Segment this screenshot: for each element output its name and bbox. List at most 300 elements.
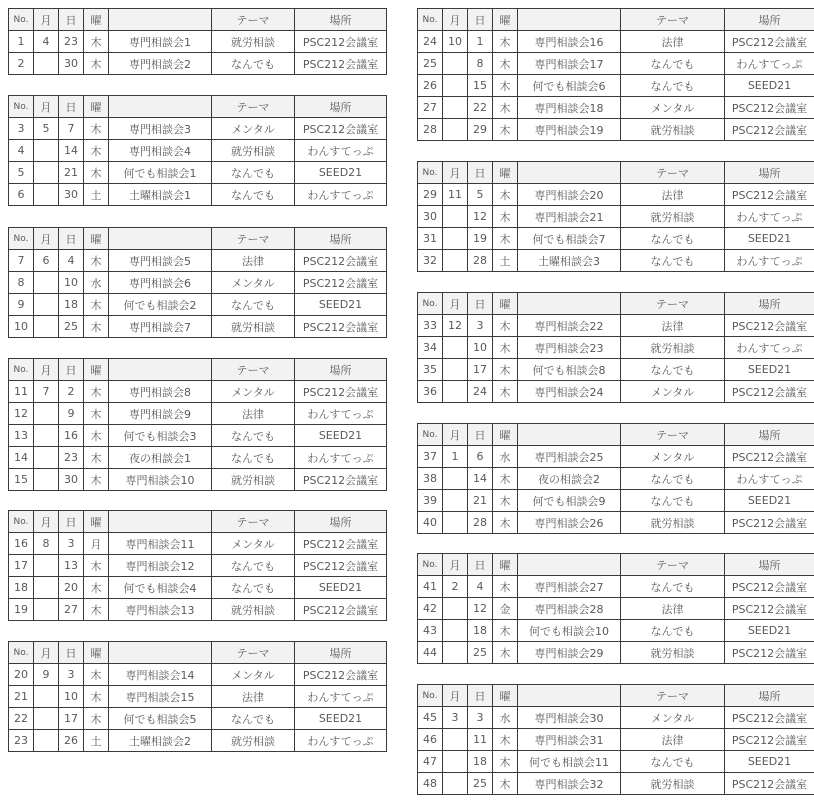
header-place: 場所 — [295, 96, 387, 118]
cell-event-name: 専門相談会2 — [109, 53, 212, 75]
header-day: 日 — [59, 511, 84, 533]
cell-place: PSC212会議室 — [295, 31, 387, 53]
header-day: 日 — [59, 96, 84, 118]
cell-place: PSC212会議室 — [725, 642, 814, 664]
cell-day: 3 — [468, 315, 493, 337]
cell-place: SEED21 — [295, 577, 387, 599]
schedule-table — [8, 358, 387, 491]
header-month: 月 — [443, 424, 468, 446]
cell-place: PSC212会議室 — [725, 31, 814, 53]
cell-place: わんすてっぷ — [295, 403, 387, 425]
cell-day: 4 — [468, 576, 493, 598]
cell-no: 24 — [418, 31, 443, 53]
table-row — [418, 512, 814, 534]
cell-place: わんすてっぷ — [725, 206, 814, 228]
table-row — [418, 250, 814, 272]
header-no: No. — [9, 228, 34, 250]
header-place: 場所 — [295, 359, 387, 381]
cell-month: 2 — [443, 576, 468, 598]
cell-day: 10 — [59, 272, 84, 294]
cell-theme: メンタル — [212, 381, 295, 403]
cell-day: 8 — [468, 53, 493, 75]
cell-day: 25 — [468, 773, 493, 795]
cell-no: 6 — [9, 184, 34, 206]
cell-event-name: 専門相談会15 — [109, 686, 212, 708]
cell-theme: 就労相談 — [621, 206, 725, 228]
cell-weekday: 木 — [493, 751, 518, 773]
cell-weekday: 木 — [493, 337, 518, 359]
cell-theme: 就労相談 — [621, 337, 725, 359]
cell-day: 28 — [468, 250, 493, 272]
header-name — [109, 359, 212, 381]
header-no: No. — [9, 511, 34, 533]
cell-theme: 就労相談 — [212, 140, 295, 162]
cell-day: 17 — [468, 359, 493, 381]
cell-no: 7 — [9, 250, 34, 272]
table-row — [9, 316, 387, 338]
cell-month — [443, 119, 468, 141]
cell-no: 3 — [9, 118, 34, 140]
header-weekday: 曜 — [493, 293, 518, 315]
header-theme: テーマ — [212, 9, 295, 31]
header-row — [9, 359, 387, 381]
cell-event-name: 専門相談会14 — [109, 664, 212, 686]
header-name — [518, 685, 621, 707]
cell-no: 16 — [9, 533, 34, 555]
header-weekday: 曜 — [84, 96, 109, 118]
table-row — [418, 707, 814, 729]
cell-place: PSC212会議室 — [725, 184, 814, 206]
cell-place: PSC212会議室 — [295, 469, 387, 491]
cell-no: 42 — [418, 598, 443, 620]
cell-no: 43 — [418, 620, 443, 642]
header-row — [9, 96, 387, 118]
cell-weekday: 木 — [84, 118, 109, 140]
cell-day: 24 — [468, 381, 493, 403]
table-row — [9, 730, 387, 752]
cell-no: 15 — [9, 469, 34, 491]
cell-no: 2 — [9, 53, 34, 75]
cell-event-name: 何でも相談会9 — [518, 490, 621, 512]
header-weekday: 曜 — [493, 424, 518, 446]
cell-no: 8 — [9, 272, 34, 294]
cell-day: 25 — [468, 642, 493, 664]
header-place: 場所 — [295, 9, 387, 31]
cell-day: 23 — [59, 447, 84, 469]
table-row — [418, 53, 814, 75]
cell-weekday: 木 — [493, 31, 518, 53]
cell-event-name: 専門相談会4 — [109, 140, 212, 162]
cell-place: SEED21 — [725, 75, 814, 97]
header-weekday: 曜 — [493, 162, 518, 184]
cell-weekday: 水 — [493, 707, 518, 729]
table-row — [418, 206, 814, 228]
cell-event-name: 専門相談会19 — [518, 119, 621, 141]
cell-theme: 法律 — [621, 184, 725, 206]
cell-weekday: 木 — [84, 381, 109, 403]
header-name — [109, 642, 212, 664]
header-day: 日 — [59, 642, 84, 664]
table-row — [9, 599, 387, 621]
cell-theme: なんでも — [621, 359, 725, 381]
cell-theme: メンタル — [621, 97, 725, 119]
cell-event-name: 何でも相談会6 — [518, 75, 621, 97]
cell-event-name: 何でも相談会8 — [518, 359, 621, 381]
table-row — [9, 469, 387, 491]
cell-theme: なんでも — [212, 425, 295, 447]
header-no: No. — [418, 554, 443, 576]
cell-no: 39 — [418, 490, 443, 512]
cell-weekday: 木 — [493, 490, 518, 512]
cell-place: わんすてっぷ — [725, 53, 814, 75]
cell-weekday: 木 — [493, 184, 518, 206]
cell-place: PSC212会議室 — [295, 599, 387, 621]
table-row — [418, 119, 814, 141]
header-day: 日 — [468, 685, 493, 707]
cell-place: PSC212会議室 — [725, 773, 814, 795]
header-month: 月 — [34, 359, 59, 381]
cell-event-name: 専門相談会16 — [518, 31, 621, 53]
cell-month — [443, 53, 468, 75]
cell-theme: なんでも — [212, 162, 295, 184]
cell-month — [34, 730, 59, 752]
table-row — [9, 294, 387, 316]
cell-day: 30 — [59, 184, 84, 206]
cell-place: PSC212会議室 — [295, 664, 387, 686]
cell-day: 14 — [468, 468, 493, 490]
cell-place: PSC212会議室 — [295, 272, 387, 294]
cell-event-name: 何でも相談会3 — [109, 425, 212, 447]
cell-place: わんすてっぷ — [725, 468, 814, 490]
cell-theme: なんでも — [212, 53, 295, 75]
cell-month — [34, 577, 59, 599]
cell-day: 28 — [468, 512, 493, 534]
cell-no: 10 — [9, 316, 34, 338]
cell-event-name: 土曜相談会3 — [518, 250, 621, 272]
table-row — [9, 577, 387, 599]
cell-theme: なんでも — [212, 577, 295, 599]
cell-theme: 就労相談 — [621, 119, 725, 141]
cell-day: 2 — [59, 381, 84, 403]
cell-event-name: 専門相談会28 — [518, 598, 621, 620]
cell-day: 26 — [59, 730, 84, 752]
cell-month — [443, 773, 468, 795]
cell-place: SEED21 — [295, 162, 387, 184]
cell-theme: なんでも — [621, 468, 725, 490]
cell-month — [443, 359, 468, 381]
cell-no: 1 — [9, 31, 34, 53]
cell-weekday: 木 — [84, 686, 109, 708]
cell-day: 14 — [59, 140, 84, 162]
cell-month — [443, 642, 468, 664]
cell-no: 30 — [418, 206, 443, 228]
header-name — [109, 96, 212, 118]
cell-place: わんすてっぷ — [295, 184, 387, 206]
table-row — [418, 468, 814, 490]
header-month: 月 — [443, 554, 468, 576]
cell-event-name: 専門相談会29 — [518, 642, 621, 664]
table-row — [418, 576, 814, 598]
header-name — [518, 554, 621, 576]
cell-day: 10 — [468, 337, 493, 359]
cell-theme: メンタル — [212, 533, 295, 555]
cell-weekday: 木 — [493, 381, 518, 403]
cell-theme: 就労相談 — [212, 31, 295, 53]
cell-event-name: 専門相談会21 — [518, 206, 621, 228]
cell-weekday: 木 — [493, 228, 518, 250]
cell-weekday: 木 — [493, 642, 518, 664]
header-name — [109, 228, 212, 250]
header-name — [109, 9, 212, 31]
cell-month — [34, 403, 59, 425]
cell-theme: なんでも — [621, 250, 725, 272]
cell-place: PSC212会議室 — [725, 119, 814, 141]
table-row — [418, 490, 814, 512]
cell-event-name: 専門相談会12 — [109, 555, 212, 577]
cell-place: PSC212会議室 — [725, 598, 814, 620]
cell-day: 30 — [59, 469, 84, 491]
table-row — [9, 533, 387, 555]
cell-theme: 就労相談 — [212, 469, 295, 491]
cell-place: PSC212会議室 — [725, 446, 814, 468]
cell-month — [443, 381, 468, 403]
cell-month: 8 — [34, 533, 59, 555]
table-row — [9, 250, 387, 272]
cell-month: 12 — [443, 315, 468, 337]
table-row — [418, 184, 814, 206]
header-no: No. — [9, 9, 34, 31]
header-name — [109, 511, 212, 533]
cell-no: 36 — [418, 381, 443, 403]
cell-no: 47 — [418, 751, 443, 773]
cell-weekday: 木 — [84, 403, 109, 425]
cell-place: SEED21 — [295, 294, 387, 316]
cell-weekday: 木 — [493, 773, 518, 795]
cell-event-name: 専門相談会23 — [518, 337, 621, 359]
cell-theme: なんでも — [212, 708, 295, 730]
cell-no: 11 — [9, 381, 34, 403]
cell-event-name: 何でも相談会11 — [518, 751, 621, 773]
cell-weekday: 木 — [84, 294, 109, 316]
cell-no: 13 — [9, 425, 34, 447]
cell-theme: なんでも — [621, 751, 725, 773]
cell-no: 38 — [418, 468, 443, 490]
table-row — [9, 162, 387, 184]
cell-weekday: 木 — [84, 31, 109, 53]
cell-no: 34 — [418, 337, 443, 359]
cell-day: 3 — [59, 533, 84, 555]
header-row — [418, 424, 814, 446]
table-row — [9, 708, 387, 730]
cell-theme: メンタル — [212, 664, 295, 686]
cell-place: わんすてっぷ — [725, 250, 814, 272]
cell-event-name: 専門相談会11 — [109, 533, 212, 555]
table-row — [418, 642, 814, 664]
header-no: No. — [418, 162, 443, 184]
cell-theme: メンタル — [621, 446, 725, 468]
header-day: 日 — [468, 162, 493, 184]
cell-day: 3 — [468, 707, 493, 729]
cell-month — [443, 337, 468, 359]
cell-weekday: 木 — [493, 206, 518, 228]
header-row — [9, 9, 387, 31]
cell-month — [443, 250, 468, 272]
table-row — [418, 31, 814, 53]
cell-no: 45 — [418, 707, 443, 729]
cell-place: PSC212会議室 — [725, 315, 814, 337]
cell-month: 3 — [443, 707, 468, 729]
cell-event-name: 専門相談会26 — [518, 512, 621, 534]
cell-day: 17 — [59, 708, 84, 730]
cell-month — [443, 598, 468, 620]
header-month: 月 — [34, 228, 59, 250]
header-no: No. — [418, 424, 443, 446]
cell-month — [443, 729, 468, 751]
table-row — [418, 315, 814, 337]
cell-day: 12 — [468, 206, 493, 228]
header-row — [418, 9, 814, 31]
table-row — [418, 729, 814, 751]
cell-no: 9 — [9, 294, 34, 316]
header-place: 場所 — [725, 9, 814, 31]
table-row — [418, 228, 814, 250]
cell-theme: なんでも — [621, 620, 725, 642]
header-weekday: 曜 — [493, 685, 518, 707]
cell-event-name: 専門相談会20 — [518, 184, 621, 206]
cell-theme: 就労相談 — [212, 730, 295, 752]
header-weekday: 曜 — [493, 9, 518, 31]
cell-month — [34, 447, 59, 469]
cell-no: 33 — [418, 315, 443, 337]
header-month: 月 — [443, 685, 468, 707]
cell-day: 11 — [468, 729, 493, 751]
cell-weekday: 木 — [493, 576, 518, 598]
header-theme: テーマ — [621, 554, 725, 576]
header-place: 場所 — [295, 642, 387, 664]
header-theme: テーマ — [621, 424, 725, 446]
cell-theme: 就労相談 — [621, 512, 725, 534]
schedule-table — [417, 8, 814, 141]
cell-event-name: 専門相談会1 — [109, 31, 212, 53]
cell-event-name: 専門相談会13 — [109, 599, 212, 621]
header-weekday: 曜 — [84, 511, 109, 533]
cell-theme: なんでも — [621, 490, 725, 512]
cell-month — [443, 468, 468, 490]
table-row — [9, 664, 387, 686]
cell-weekday: 木 — [84, 316, 109, 338]
header-month: 月 — [34, 642, 59, 664]
cell-day: 18 — [59, 294, 84, 316]
cell-day: 12 — [468, 598, 493, 620]
cell-theme: 法律 — [621, 31, 725, 53]
header-day: 日 — [468, 9, 493, 31]
cell-theme: 法律 — [621, 598, 725, 620]
cell-theme: 就労相談 — [621, 642, 725, 664]
cell-event-name: 専門相談会18 — [518, 97, 621, 119]
cell-month — [443, 97, 468, 119]
cell-theme: 就労相談 — [212, 316, 295, 338]
cell-event-name: 専門相談会3 — [109, 118, 212, 140]
header-month: 月 — [443, 162, 468, 184]
table-row — [418, 773, 814, 795]
cell-event-name: 専門相談会32 — [518, 773, 621, 795]
cell-event-name: 専門相談会31 — [518, 729, 621, 751]
table-row — [9, 447, 387, 469]
cell-event-name: 専門相談会17 — [518, 53, 621, 75]
header-weekday: 曜 — [84, 642, 109, 664]
cell-day: 15 — [468, 75, 493, 97]
cell-place: SEED21 — [725, 620, 814, 642]
cell-theme: メンタル — [212, 118, 295, 140]
cell-theme: なんでも — [621, 53, 725, 75]
header-day: 日 — [468, 293, 493, 315]
header-day: 日 — [59, 228, 84, 250]
cell-no: 35 — [418, 359, 443, 381]
cell-weekday: 木 — [493, 729, 518, 751]
cell-month — [34, 162, 59, 184]
cell-place: SEED21 — [295, 708, 387, 730]
header-month: 月 — [34, 96, 59, 118]
header-place: 場所 — [725, 554, 814, 576]
header-no: No. — [418, 293, 443, 315]
header-row — [9, 511, 387, 533]
cell-no: 37 — [418, 446, 443, 468]
cell-theme: 就労相談 — [212, 599, 295, 621]
cell-weekday: 金 — [493, 598, 518, 620]
table-row — [9, 118, 387, 140]
table-row — [9, 686, 387, 708]
cell-day: 1 — [468, 31, 493, 53]
cell-no: 48 — [418, 773, 443, 795]
cell-weekday: 木 — [493, 97, 518, 119]
header-row — [418, 293, 814, 315]
cell-month: 9 — [34, 664, 59, 686]
schedule-table — [417, 292, 814, 403]
cell-month: 5 — [34, 118, 59, 140]
cell-month — [34, 272, 59, 294]
header-theme: テーマ — [621, 162, 725, 184]
header-place: 場所 — [725, 424, 814, 446]
header-row — [418, 162, 814, 184]
cell-no: 18 — [9, 577, 34, 599]
cell-day: 3 — [59, 664, 84, 686]
cell-month — [443, 228, 468, 250]
cell-month — [34, 316, 59, 338]
schedule-table — [8, 510, 387, 621]
cell-weekday: 木 — [493, 468, 518, 490]
cell-place: SEED21 — [725, 228, 814, 250]
cell-place: わんすてっぷ — [295, 140, 387, 162]
cell-no: 28 — [418, 119, 443, 141]
cell-no: 44 — [418, 642, 443, 664]
schedule-table — [417, 423, 814, 534]
cell-event-name: 専門相談会6 — [109, 272, 212, 294]
cell-month — [34, 140, 59, 162]
cell-month — [34, 469, 59, 491]
header-weekday: 曜 — [84, 9, 109, 31]
cell-place: SEED21 — [725, 490, 814, 512]
cell-month — [443, 620, 468, 642]
cell-no: 40 — [418, 512, 443, 534]
cell-event-name: 専門相談会7 — [109, 316, 212, 338]
cell-weekday: 木 — [84, 664, 109, 686]
schedule-table — [417, 161, 814, 272]
cell-place: PSC212会議室 — [295, 555, 387, 577]
cell-weekday: 木 — [84, 469, 109, 491]
header-month: 月 — [34, 9, 59, 31]
cell-event-name: 何でも相談会1 — [109, 162, 212, 184]
cell-month: 4 — [34, 31, 59, 53]
